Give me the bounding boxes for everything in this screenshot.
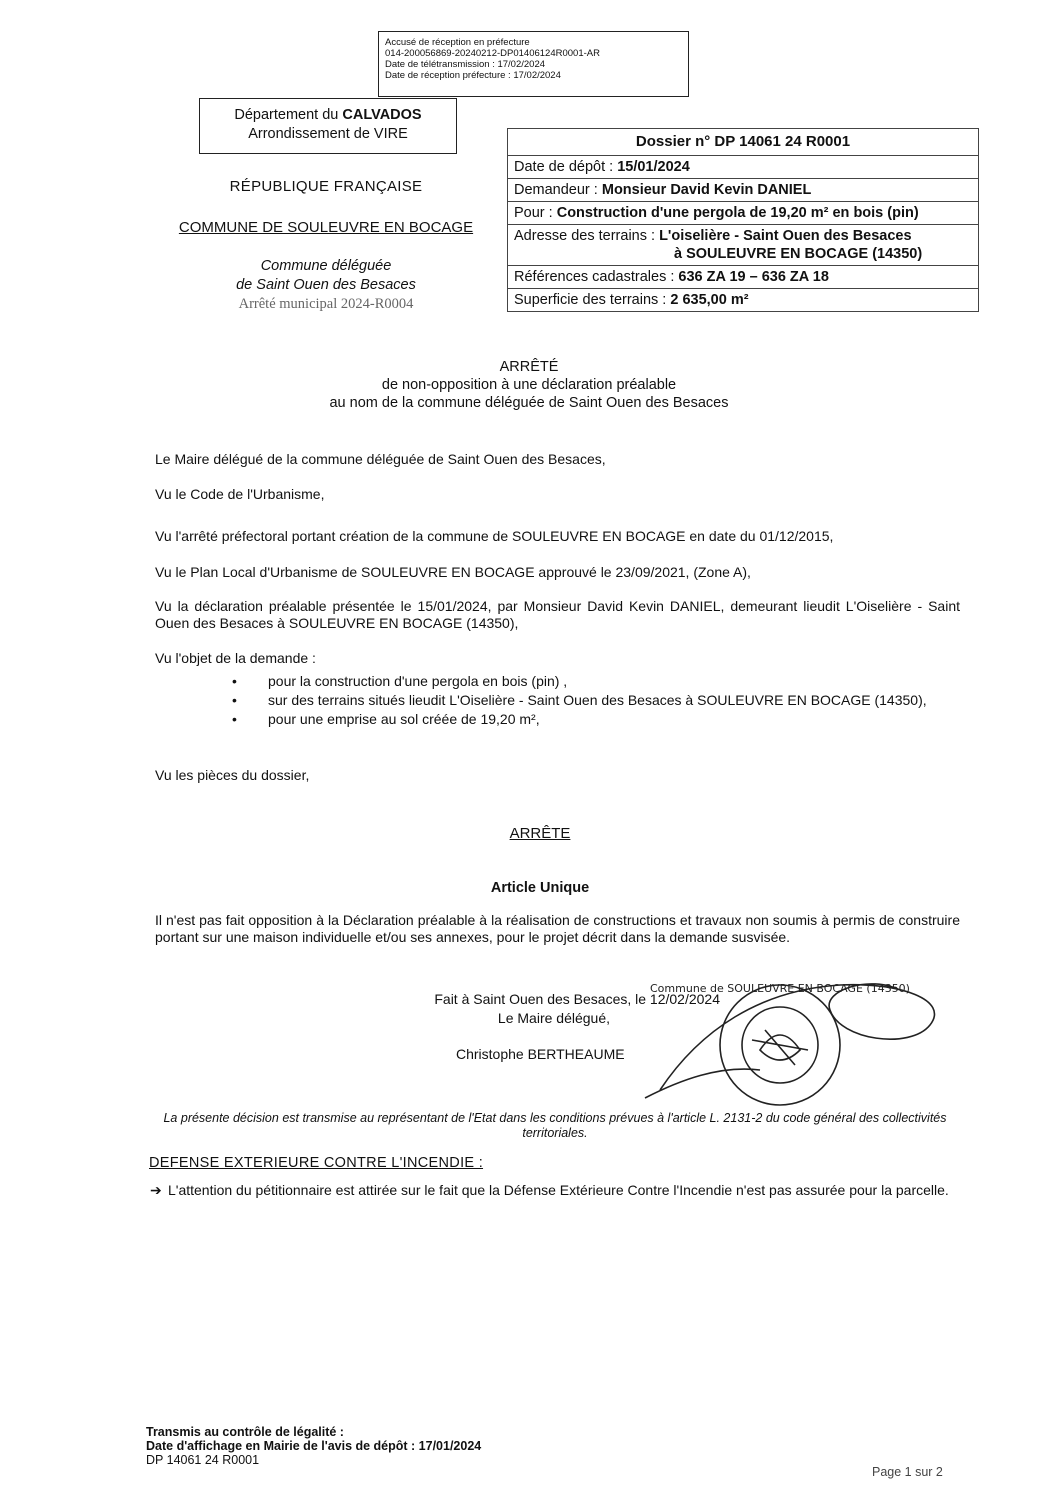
maire-line: Le Maire délégué de la commune déléguée de Saint Ouen des Besaces, [155,451,606,467]
adresse-label: Adresse des terrains : [514,228,660,244]
footer-line3: DP 14061 24 R0001 [146,1453,260,1467]
date-label: Date de dépôt : [514,159,618,175]
commune-deleguee-line2: de Saint Ouen des Besaces [236,277,416,293]
article-title: Article Unique [490,880,590,896]
adresse-value-2: à SOULEUVRE EN BOCAGE (14350) [674,246,923,262]
seal-text: Commune de SOULEUVRE EN BOCAGE (14350) [650,982,910,995]
vu-objet: Vu l'objet de la demande : [155,650,316,666]
reception-stamp [378,31,689,97]
superficie-value: 2 635,00 m² [670,292,749,308]
dossier-table [507,128,979,312]
list-item-text: pour la construction d'une pergola en bois (pin) , [268,673,568,689]
adresse-value-1: L'oiselière - Saint Ouen des Besaces [659,228,912,244]
title-line2: de non-opposition à une déclaration préalable [381,377,677,393]
department-prefix: Département du [234,107,343,123]
dossier-demandeur [508,179,979,202]
commune-deleguee [186,257,466,314]
dossier-references [508,266,979,289]
footer [146,1425,481,1467]
page-number: Page 1 sur 2 [872,1465,943,1479]
superficie-label: Superficie des terrains : [514,292,671,308]
dossier-title: Dossier n° DP 14061 24 R0001 [508,129,979,156]
stamp-line-4: Date de réception préfecture : 17/02/2024 [385,70,561,81]
title-line3: au nom de la commune déléguée de Saint Ouen des Besaces [329,395,729,411]
defense-title: DEFENSE EXTERIEURE CONTRE L'INCENDIE : [149,1155,484,1171]
republique-heading: RÉPUBLIQUE FRANÇAISE [229,178,423,195]
vu-code-urbanisme: Vu le Code de l'Urbanisme, [155,486,325,502]
document-title [200,358,858,412]
list-item: • sur des terrains situés lieudit L'Oiselière - Saint Ouen des Besaces à SOULEUVRE EN BOCAGE (14350), [232,692,927,708]
signature-name: Christophe BERTHEAUME [456,1046,625,1062]
objet-list [232,673,960,730]
title-line1: ARRÊTÉ [499,359,559,375]
pour-label: Pour : [514,205,557,221]
vu-declaration: Vu la déclaration préalable présentée le 15/01/2024, par Monsieur David Kevin DANIEL, demeurant lieudit L'Oiselière - Saint Ouen des Besaces à SOULEUVRE EN BOCAGE (14350), [155,598,960,631]
stamp-line-1: Accusé de réception en préfecture [385,37,530,48]
department-line [200,106,456,125]
footer-line1: Transmis au contrôle de légalité : [146,1425,344,1439]
arrete-municipal: Arrêté municipal 2024-R0004 [238,296,414,312]
defense-text: L'attention du pétitionnaire est attirée sur le fait que la Défense Extérieure Contre l'Incendie n'est pas assurée pour la parcelle. [168,1182,949,1198]
footer-line2: Date d'affichage en Mairie de l'avis de dépôt : 17/01/2024 [146,1439,482,1453]
dossier-pour [508,202,979,225]
vu-plu: Vu le Plan Local d'Urbanisme de SOULEUVRE EN BOCAGE approuvé le 23/09/2021, (Zone A), [155,564,751,580]
arrete-heading: ARRÊTE [509,825,571,842]
arrondissement: Arrondissement de VIRE [248,126,408,142]
references-label: Références cadastrales : [514,269,679,285]
references-value: 636 ZA 19 – 636 ZA 18 [678,269,829,285]
dossier-date [508,156,979,179]
arrow-icon: ➔ [150,1182,162,1198]
transmise-notice: La présente décision est transmise au représentant de l'Etat dans les conditions prévues à l'article L. 2131-2 du code général des collectivités territoriales. [163,1111,947,1140]
stamp-line-3: Date de télétransmission : 17/02/2024 [385,59,546,70]
department-box [199,98,457,154]
demandeur-value: Monsieur David Kevin DANIEL [601,182,812,198]
department-name: CALVADOS [342,107,422,123]
list-item-text: sur des terrains situés lieudit L'Oiselière - Saint Ouen des Besaces à SOULEUVRE EN BOCAGE (14350), [268,692,927,708]
stamp-line-2: 014-200056869-20240212-DP01406124R0001-AR [385,48,600,59]
commune-heading: COMMUNE DE SOULEUVRE EN BOCAGE [178,219,474,236]
list-item: • pour une emprise au sol créée de 19,20 m², [232,711,540,727]
pour-value: Construction d'une pergola de 19,20 m² en bois (pin) [556,205,919,221]
signature-role: Le Maire délégué, [497,1010,610,1026]
list-item: • pour la construction d'une pergola en bois (pin) , [232,673,568,689]
dossier-superficie [508,289,979,312]
demandeur-label: Demandeur : [514,182,602,198]
vu-pieces: Vu les pièces du dossier, [155,767,310,783]
official-seal-and-signature [640,970,970,1110]
article-text: Il n'est pas fait opposition à la Déclaration préalable à la réalisation de constructions et travaux non soumis à permis de construire portant sur une maison individuelle et/ou ses annexes, pour le projet décrit dans la demande susvisée. [155,912,960,945]
commune-deleguee-line1: Commune déléguée [260,258,392,274]
dossier-adresse [508,225,979,266]
list-item-text: pour une emprise au sol créée de 19,20 m², [268,711,540,727]
defense-text-block [150,1182,960,1199]
date-value: 15/01/2024 [617,159,690,175]
vu-arrete-prefectoral: Vu l'arrêté préfectoral portant création de la commune de SOULEUVRE EN BOCAGE en date du 01/12/2015, [155,528,834,544]
fait-a: Fait à Saint Ouen des Besaces, le 12/02/2024 [434,991,720,1007]
